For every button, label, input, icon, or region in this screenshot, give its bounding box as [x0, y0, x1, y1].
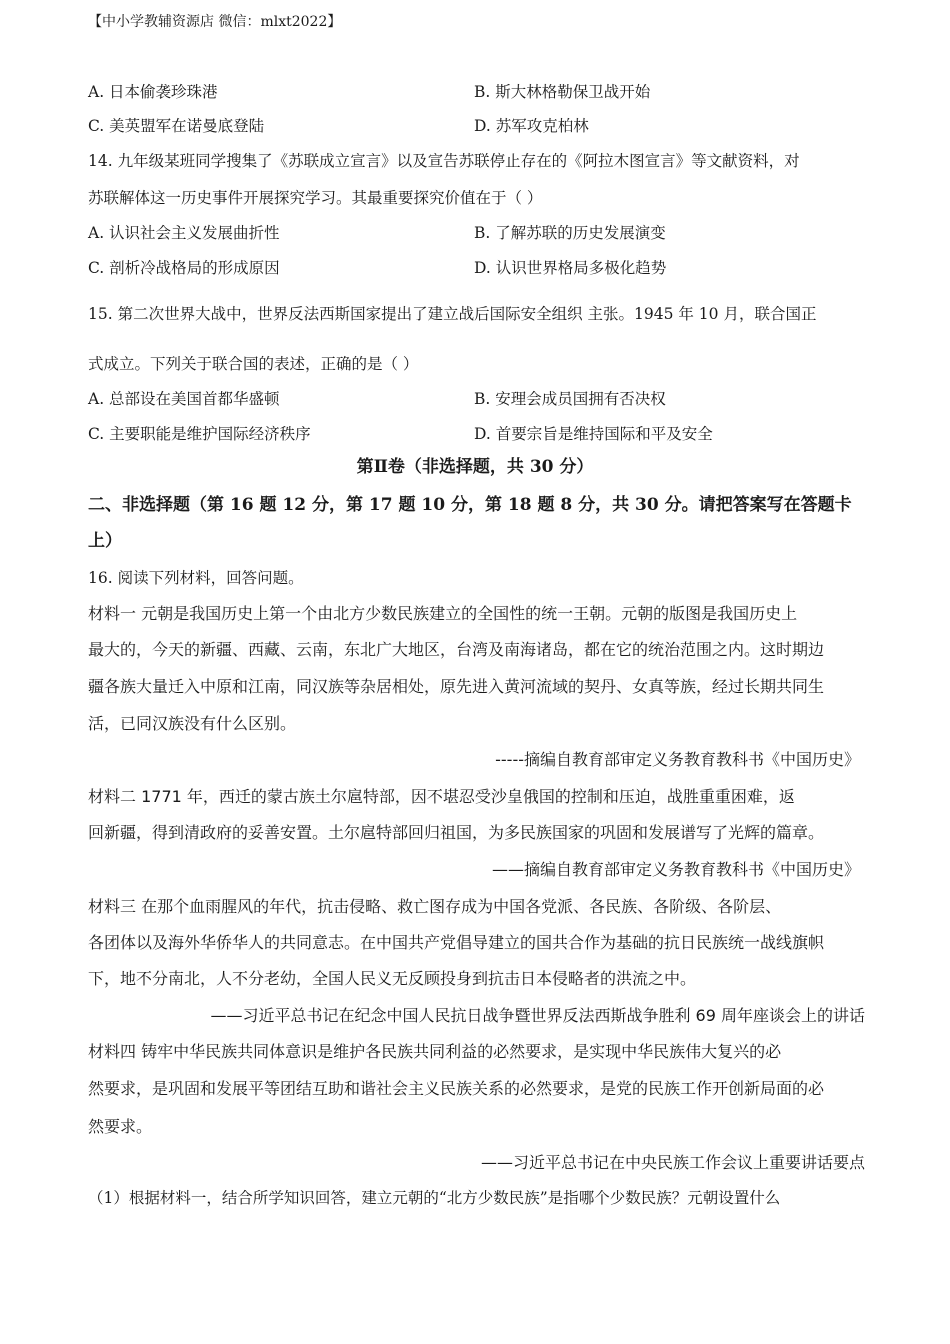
q16-subquestion-1: （1）根据材料一，结合所学知识回答，建立元朝的“北方少数民族”是指哪个少数民族？元朝设置什么	[88, 1189, 781, 1207]
material-4-source: ——习近平总书记在中央民族工作会议上重要讲话要点	[480, 1153, 865, 1172]
q14-stem-line1: 14. 九年级某班同学搜集了《苏联成立宣言》以及宣告苏联停止存在的《阿拉木图宣言》等文献资料，对	[88, 152, 800, 170]
q13-option-a: A. 日本偷袭珍珠港	[88, 83, 218, 101]
material-4-line: 然要求。	[88, 1117, 153, 1136]
material-4-line: 然要求，是巩固和发展平等团结互助和谐社会主义民族关系的必然要求，是党的民族工作开创新局面的必	[88, 1079, 825, 1098]
material-2-line: 回新疆，得到清政府的妥善安置。土尔扈特部回归祖国，为多民族国家的巩固和发展谱写了光辉的篇章。	[88, 823, 825, 842]
q14-option-a: A. 认识社会主义发展曲折性	[88, 224, 280, 242]
material-2-source: ——摘编自教育部审定义务教育教科书《中国历史》	[491, 860, 860, 879]
q14-option-b: B. 了解苏联的历史发展演变	[474, 224, 666, 242]
q13-option-d: D. 苏军攻克柏林	[474, 117, 589, 135]
q15-option-b: B. 安理会成员国拥有否决权	[474, 390, 666, 408]
q13-option-c: C. 美英盟军在诺曼底登陆	[88, 117, 265, 135]
section-heading-line2: 上）	[88, 531, 122, 551]
section-heading-line1: 二、非选择题（第 16 题 12 分，第 17 题 10 分，第 18 题 8 分，共 30 分。请把答案写在答题卡	[88, 495, 852, 515]
material-3-line: 各团体以及海外华侨华人的共同意志。在中国共产党倡导建立的国共合作为基础的抗日民族统一战线旗帜	[88, 933, 825, 952]
q16-stem: 16. 阅读下列材料，回答问题。	[88, 569, 304, 587]
q14-stem-line2: 苏联解体这一历史事件开展探究学习。其最重要探究价值在于（ ）	[88, 189, 543, 207]
q14-option-c: C. 剖析冷战格局的形成原因	[88, 259, 280, 277]
material-3-line: 下，地不分南北，人不分老幼，全国人民义无反顾投身到抗击日本侵略者的洪流之中。	[88, 969, 697, 988]
material-2-line: 材料二 1771 年，西迁的蒙古族土尔扈特部，因不堪忍受沙皇俄国的控制和压迫，战胜重重困难，返	[88, 787, 795, 806]
q15-option-d: D. 首要宗旨是维持国际和平及安全	[474, 425, 713, 443]
page-header: 【中小学教辅资源店 微信：mlxt2022】	[88, 14, 342, 30]
material-1-line: 材料一 元朝是我国历史上第一个由北方少数民族建立的全国性的统一王朝。元朝的版图是我国历史上	[88, 604, 798, 623]
material-3-line: 材料三 在那个血雨腥风的年代，抗击侵略、救亡图存成为中国各党派、各民族、各阶级、各阶层、	[88, 897, 782, 916]
q15-stem-line2: 式成立。下列关于联合国的表述，正确的是（ ）	[88, 355, 419, 373]
material-1-line: 最大的，今天的新疆、西藏、云南，东北广大地区，台湾及南海诸岛，都在它的统治范围之内。这时期边	[88, 640, 825, 659]
q15-stem-line1: 15. 第二次世界大战中，世界反法西斯国家提出了建立战后国际安全组织 主张。1945 年 10 月，联合国正	[88, 305, 817, 323]
q14-option-d: D. 认识世界格局多极化趋势	[474, 259, 667, 277]
q15-option-c: C. 主要职能是维护国际经济秩序	[88, 425, 311, 443]
material-3-source: ——习近平总书记在纪念中国人民抗日战争暨世界反法西斯战争胜利 69 周年座谈会上的讲话	[210, 1006, 865, 1025]
material-1-line: 活，已同汉族没有什么区别。	[88, 714, 297, 733]
material-1-source: -----摘编自教育部审定义务教育教科书《中国历史》	[495, 750, 860, 769]
q15-option-a: A. 总部设在美国首都华盛顿	[88, 390, 280, 408]
part2-title: 第Ⅱ卷（非选择题，共 30 分）	[356, 457, 594, 477]
material-1-line: 疆各族大量迁入中原和江南，同汉族等杂居相处，原先进入黄河流域的契丹、女真等族，经过长期共同生	[88, 677, 825, 696]
q13-option-b: B. 斯大林格勒保卫战开始	[474, 83, 651, 101]
material-4-line: 材料四 铸牢中华民族共同体意识是维护各民族共同利益的必然要求，是实现中华民族伟大复兴的必	[88, 1042, 782, 1061]
